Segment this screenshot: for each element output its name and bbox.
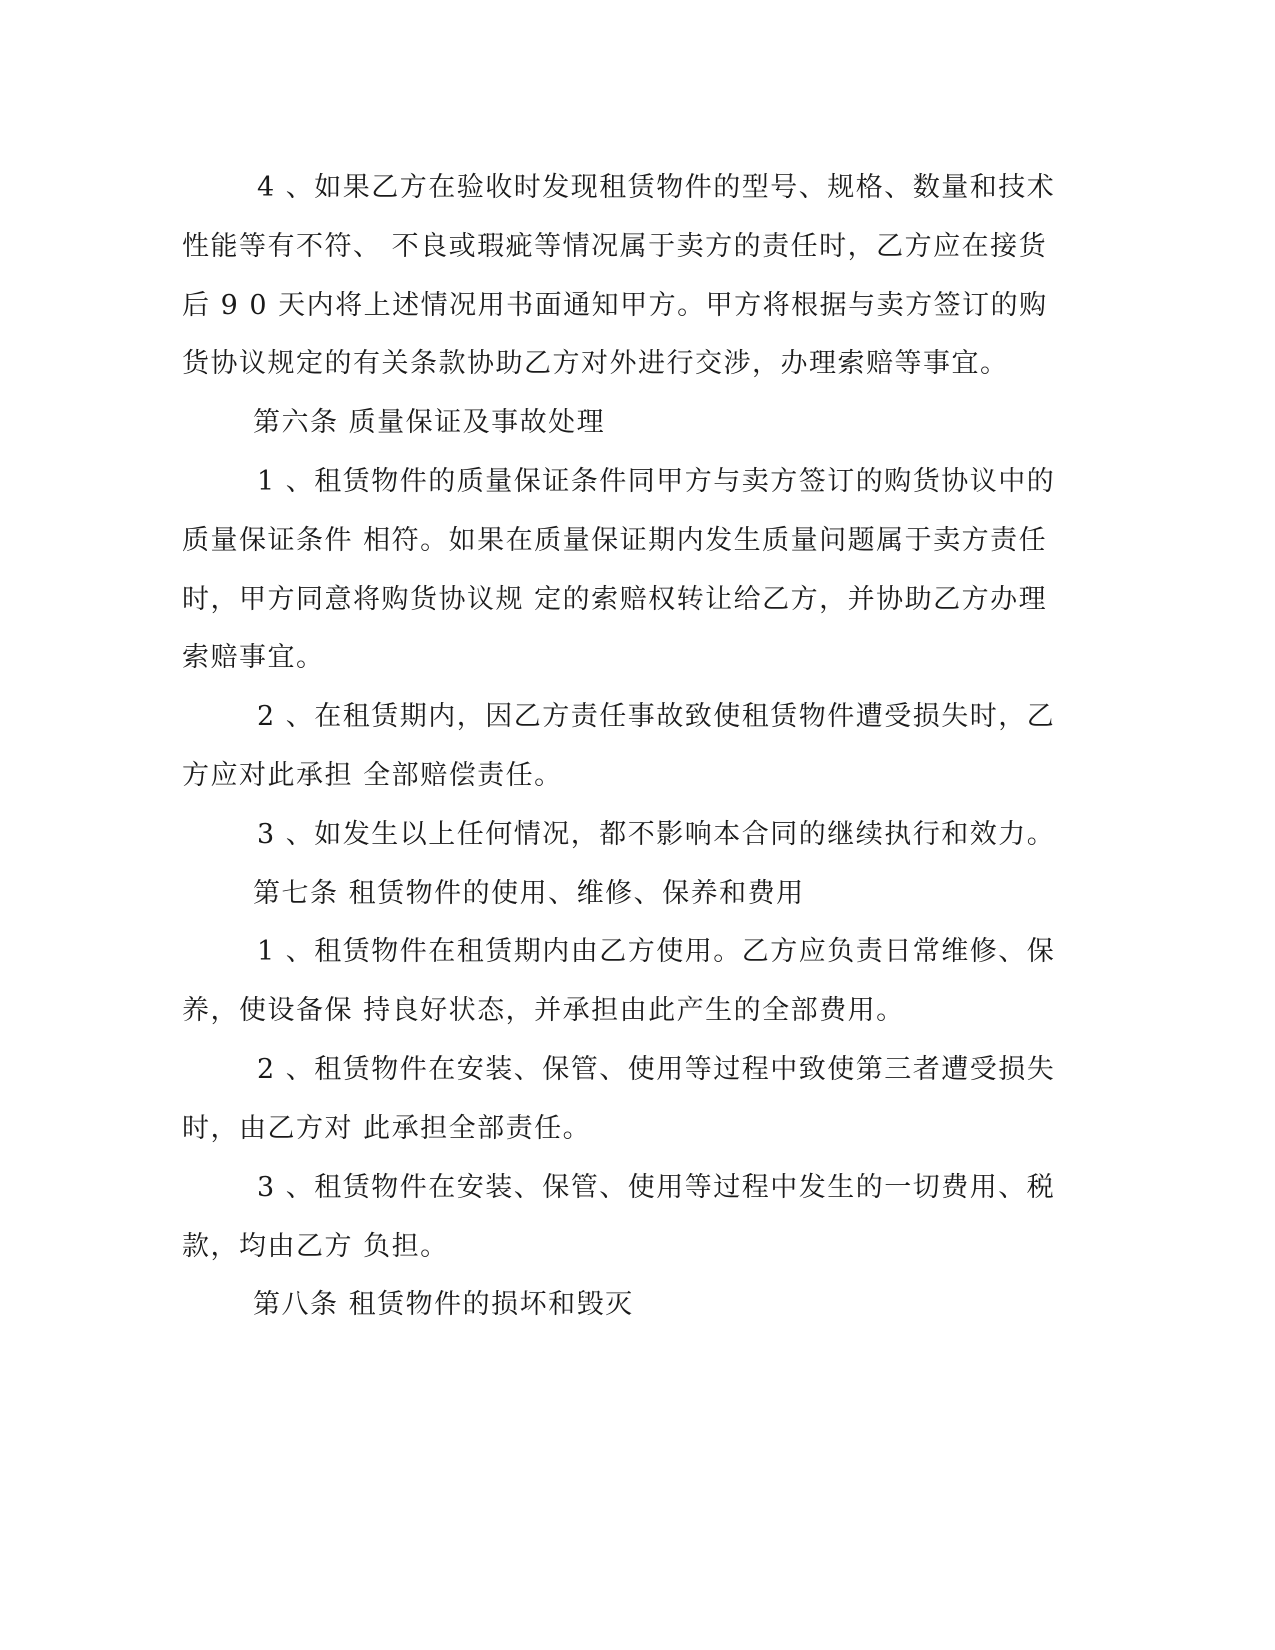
article-7-item-1-line-1: 1 、租赁物件在租赁期内由乙方使用。乙方应负责日常维修、保 xyxy=(257,936,1056,967)
article-6-item-1-line-2: 质量保证条件 相符。如果在质量保证期内发生质量问题属于卖方责任 xyxy=(182,525,1048,556)
article-7-item-2-line-1: 2 、租赁物件在安装、保管、使用等过程中致使第三者遭受损失 xyxy=(257,1054,1056,1085)
article-6-item-3-line-1: 3 、如发生以上任何情况，都不影响本合同的继续执行和效力。 xyxy=(257,819,1056,850)
section-heading-article-6: 第六条 质量保证及事故处理 xyxy=(253,407,606,438)
paragraph-4-line-3: 后 9 0 天内将上述情况用书面通知甲方。甲方将根据与卖方签订的购 xyxy=(182,290,1048,321)
paragraph-4-line-2: 性能等有不符、 不良或瑕疵等情况属于卖方的责任时，乙方应在接货 xyxy=(182,231,1048,262)
article-7-item-1-line-2: 养，使设备保 持良好状态，并承担由此产生的全部费用。 xyxy=(182,995,905,1026)
article-7-item-3-line-1: 3 、租赁物件在安装、保管、使用等过程中发生的一切费用、税 xyxy=(257,1172,1056,1203)
paragraph-4-line-4: 货协议规定的有关条款协助乙方对外进行交涉，办理索赔等事宜。 xyxy=(182,348,1009,379)
article-6-item-1-line-3: 时，甲方同意将购货协议规 定的索赔权转让给乙方，并协助乙方办理 xyxy=(182,584,1048,615)
article-7-item-2-line-2: 时，由乙方对 此承担全部责任。 xyxy=(182,1113,592,1144)
section-heading-article-8: 第八条 租赁物件的损坏和毁灭 xyxy=(253,1289,634,1320)
article-6-item-1-line-4: 索赔事宜。 xyxy=(182,642,325,673)
article-6-item-2-line-2: 方应对此承担 全部赔偿责任。 xyxy=(182,760,563,791)
article-6-item-1-line-1: 1 、租赁物件的质量保证条件同甲方与卖方签订的购货协议中的 xyxy=(257,466,1056,497)
article-6-item-2-line-1: 2 、在租赁期内，因乙方责任事故致使租赁物件遭受损失时，乙 xyxy=(257,701,1056,732)
paragraph-4-line-1: 4 、如果乙方在验收时发现租赁物件的型号、规格、数量和技术 xyxy=(257,172,1056,203)
article-7-item-3-line-2: 款，均由乙方 负担。 xyxy=(182,1231,449,1262)
section-heading-article-7: 第七条 租赁物件的使用、维修、保养和费用 xyxy=(253,878,805,909)
